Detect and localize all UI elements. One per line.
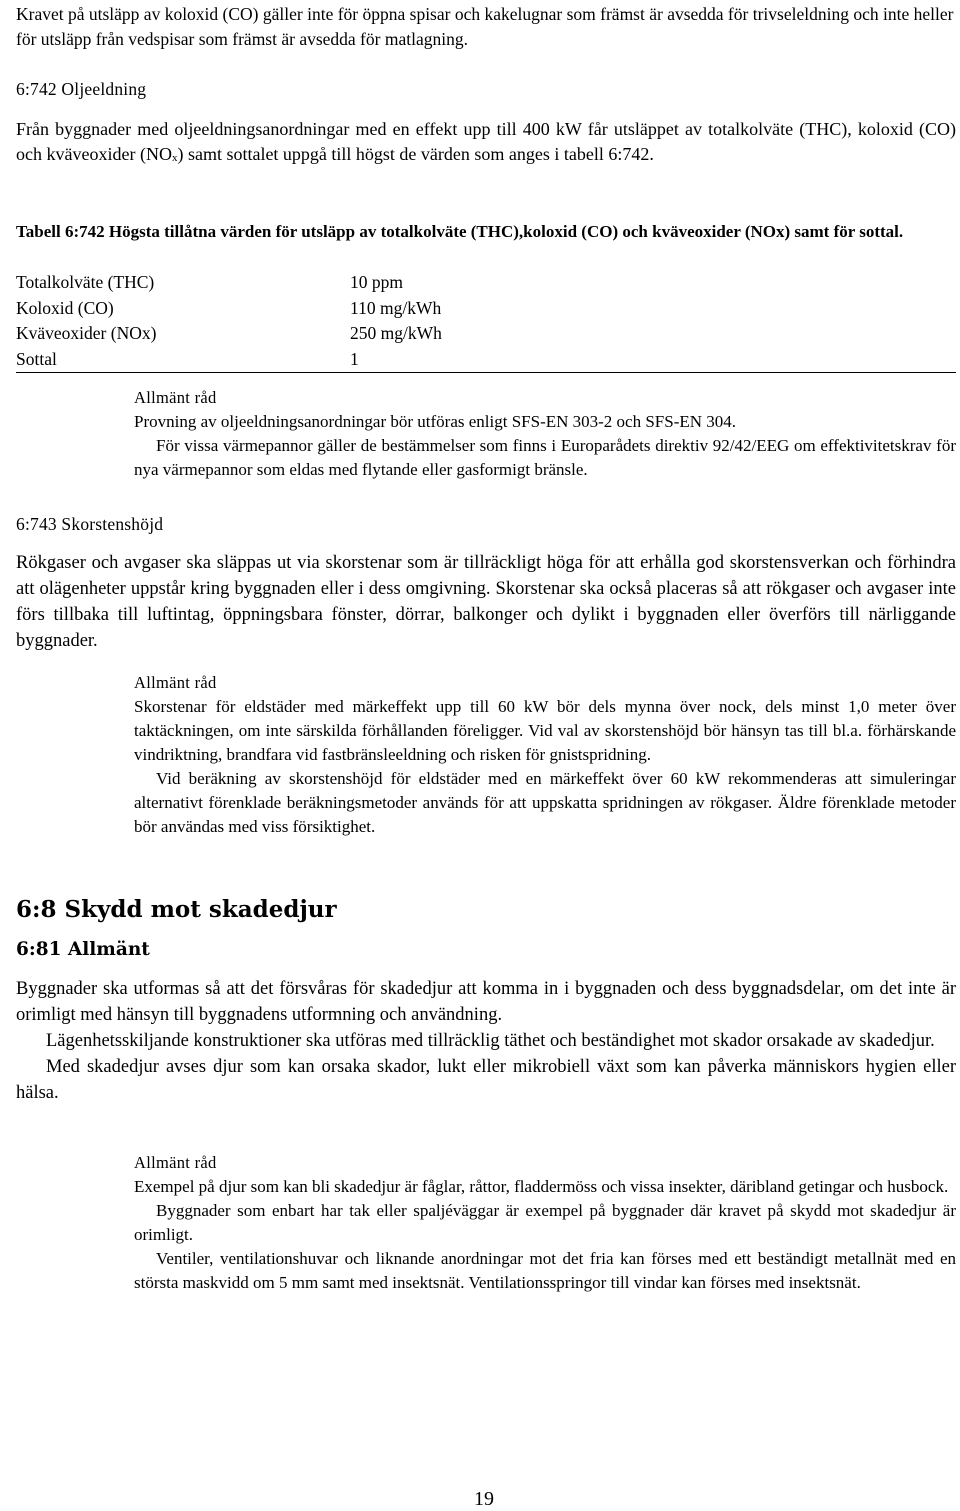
body-paragraph: Lägenhetsskiljande konstruktioner ska utföras med tillräcklig täthet och beständighet mot skador orsakade av skadedjur. bbox=[46, 1031, 935, 1051]
table-row bbox=[16, 321, 956, 347]
advice-paragraph: För vissa värmepannor gäller de bestämmelser som finns i Europarådets direktiv 92/42/EEG om effektivitetskrav för nya värmepannor som eldas med flytande eller gasformigt bränsle. bbox=[134, 436, 956, 479]
body-paragraph: Byggnader ska utformas så att det försvåras för skadedjur att komma in i byggnaden och dess byggnadsdelar, om det inte är orimligt med hänsyn till byggnadens utformning och användning. bbox=[16, 979, 956, 1025]
table-cell-limit: 250 mg/kWh bbox=[350, 323, 442, 343]
general-advice-block-3 bbox=[134, 1151, 956, 1295]
table-cell-limit: 110 mg/kWh bbox=[350, 297, 442, 318]
section-heading-6-743: 6:743 Skorstenshöjd bbox=[16, 514, 164, 534]
advice-paragraph: Exempel på djur som kan bli skadedjur är fåglar, råttor, fladdermöss och vissa insekter, däribland getingar och husbock. bbox=[134, 1177, 949, 1196]
section-6-742-body-start: Från byggnader med oljeeldningsanordningar med en effekt upp till 400 kW får utsläppet av totalkolväte (THC), koloxid (CO) och kväveoxider (NO bbox=[16, 119, 956, 164]
general-advice-label: Allmänt råd bbox=[134, 1153, 217, 1172]
general-advice-block-1 bbox=[134, 386, 956, 482]
intro-paragraph: Kravet på utsläpp av koloxid (CO) gäller inte för öppna spisar och kakelugnar som främst är avsedda för trivseleldning och inte heller för utsläpp från vedspisar som främst är avsedda för matlagning. bbox=[16, 4, 954, 49]
table-row bbox=[16, 270, 956, 296]
section-heading-6-81: 6:81 Allmänt bbox=[16, 939, 150, 960]
table-cell-substance: Koloxid (CO) bbox=[16, 297, 114, 318]
section-6-742-body-end: ) samt sottalet uppgå till högst de värden som anges i tabell 6:742. bbox=[177, 144, 654, 164]
general-advice-label: Allmänt råd bbox=[134, 673, 217, 692]
section-6-743-body: Rökgaser och avgaser ska släppas ut via skorstenar som är tillräckligt höga för att erhålla god skorstensverkan och förhindra att olägenheter uppstår kring byggnaden eller i dess omgivning. Skorstenar ska också placeras så att rökgaser och avgaser inte förs tillbaka till luftintag, öppningsbara fönster, dörrar, balkonger och dylikt i byggnaden eller överförs till närliggande byggnader. bbox=[16, 553, 956, 651]
advice-paragraph: Vid beräkning av skorstenshöjd för eldstäder med en märkeffekt över 60 kW rekommenderas att simuleringar alternativt förenklade beräkningsmetoder används för att uppskatta spridningen av rökgaser. Äldre förenklade metoder bör användas med viss försiktighet. bbox=[134, 769, 956, 836]
table-row bbox=[16, 347, 956, 373]
table-caption: Tabell 6:742 Högsta tillåtna värden för utsläpp av totalkolväte (THC),koloxid (CO) och kväveoxider (NOx) samt för sottal. bbox=[16, 222, 904, 241]
table-cell-limit: 10 ppm bbox=[350, 272, 403, 292]
general-advice-label: Allmänt råd bbox=[134, 388, 217, 407]
general-advice-block-2 bbox=[134, 671, 956, 839]
section-heading-6-8: 6:8 Skydd mot skadedjur bbox=[16, 896, 337, 923]
nox-subscript: x bbox=[171, 152, 178, 164]
advice-paragraph: Skorstenar för eldstäder med märkeffekt upp till 60 kW bör dels mynna över nock, dels minst 1,0 meter över taktäckningen, om inte särskilda förhållanden föreligger. Vid val av skorstenshöjd bör hänsyn tas till bl.a. förhärskande vindriktning, brandfara vid fastbränsleeldning och risken för gnistspridning. bbox=[134, 697, 956, 764]
section-6-742-body bbox=[16, 117, 956, 171]
section-heading-6-742: 6:742 Oljeeldning bbox=[16, 79, 147, 99]
emission-limits-table bbox=[16, 270, 956, 373]
advice-paragraph: Provning av oljeeldningsanordningar bör utföras enligt SFS-EN 303-2 och SFS-EN 304. bbox=[134, 412, 737, 431]
section-6-81-body bbox=[16, 976, 956, 1106]
page-number: 19 bbox=[474, 1488, 494, 1510]
body-paragraph: Med skadedjur avses djur som kan orsaka skador, lukt eller mikrobiell växt som kan påverka människors hygien eller hälsa. bbox=[16, 1057, 956, 1103]
advice-paragraph: Byggnader som enbart har tak eller spaljéväggar är exempel på byggnader där kravet på skydd mot skadedjur är orimligt. bbox=[134, 1201, 956, 1244]
table-cell-substance: Totalkolväte (THC) bbox=[16, 272, 155, 292]
advice-paragraph: Ventiler, ventilationshuvar och liknande anordningar mot det fria kan förses med ett beständigt metallnät med en största maskvidd om 5 mm samt med insektsnät. Ventilationsspringor till vindar kan förses med insektsnät. bbox=[134, 1249, 956, 1292]
table-row bbox=[16, 296, 956, 322]
table-cell-substance: Kväveoxider (NOx) bbox=[16, 323, 157, 343]
table-cell-limit: 1 bbox=[350, 347, 956, 373]
table-cell-substance: Sottal bbox=[16, 347, 350, 373]
